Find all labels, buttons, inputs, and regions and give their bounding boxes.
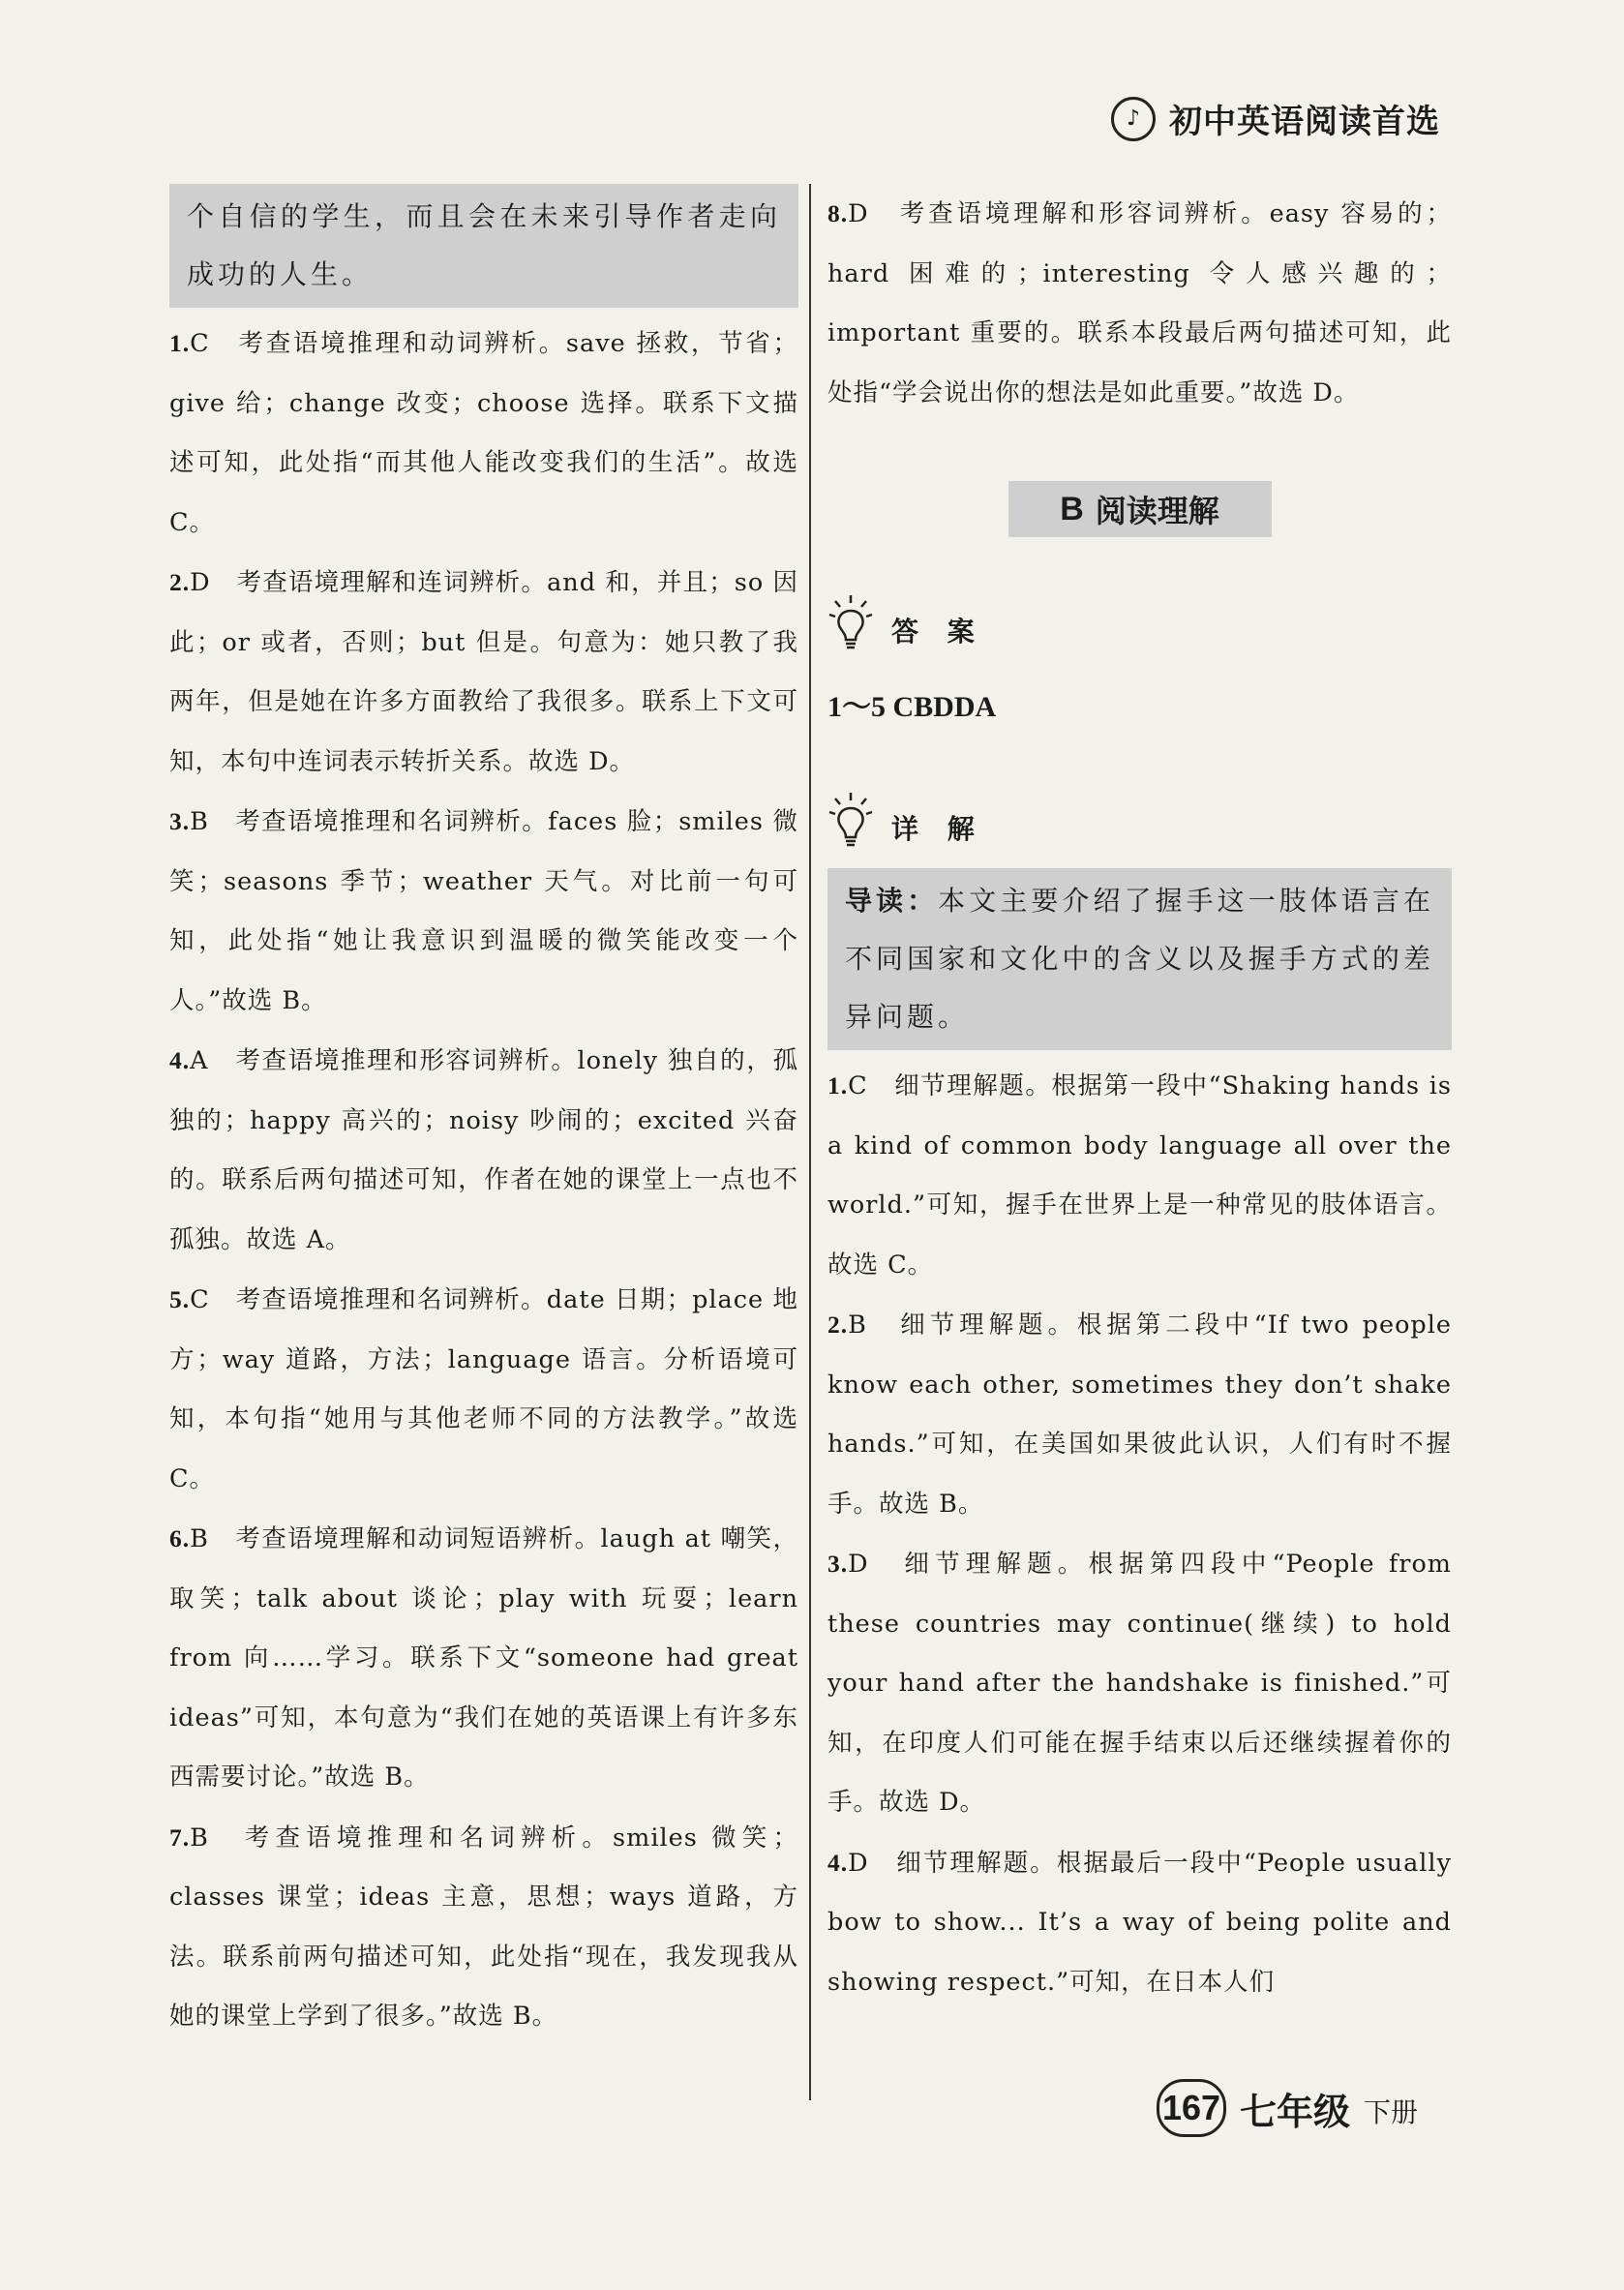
- section-letter: B: [1060, 490, 1084, 527]
- item-number: 1.: [827, 1071, 849, 1100]
- answer-item: [169, 792, 798, 1031]
- lightbulb-icon: [827, 591, 874, 653]
- item-text: D 考查语境理解和形容词辨析。easy 容易的；hard 困难的；interesting 令人感兴趣的；important 重要的。联系本段最后两句描述可知，此处指“学会说出你的想法是如此重要。”故选 D。: [827, 199, 1452, 407]
- right-column: [827, 184, 1452, 2012]
- answer-key: 1～5 CBDDA: [827, 691, 997, 723]
- item-number: 2.: [169, 568, 191, 596]
- item-text: C 细节理解题。根据第一段中“Shaking hands is a kind of common body language all over the world.”可知，握手在世界上是一种常见的肢体语言。故选 C。: [827, 1071, 1452, 1280]
- volume-label: 下册: [1364, 2096, 1419, 2128]
- item-text: B 考查语境推理和名词辨析。faces 脸；smiles 微笑；seasons 季节；weather 天气。对比前一句可知，此处指“她让我意识到温暖的微笑能改变一个人。”故选 B。: [169, 807, 798, 1015]
- item-text: B 细节理解题。根据第二段中“If two people know each other, sometimes they don’t shake hands.”可知，在美国如果彼此认识，人们有时不握手。故选 B。: [827, 1311, 1452, 1519]
- grade-label: 七年级: [1240, 2090, 1351, 2133]
- answer-item: [827, 1833, 1452, 2013]
- answer-item: [169, 1270, 798, 1509]
- item-number: 2.: [827, 1311, 849, 1339]
- answer-item: [169, 1509, 798, 1808]
- section-title: 阅读理解: [1095, 493, 1219, 529]
- lightbulb-icon: [827, 789, 874, 851]
- item-text: D 细节理解题。根据最后一段中“People usually bow to show... It’s a way of being polite and showing respect.”可知，在日本人们: [827, 1848, 1452, 1997]
- page-number: 167: [1157, 2079, 1226, 2137]
- column-divider: [809, 184, 811, 2100]
- detail-label-row: [827, 773, 1452, 851]
- item-text: B 考查语境推理和名词辨析。smiles 微笑；classes 课堂；ideas 主意，思想；ways 道路，方法。联系前两句描述可知，此处指“现在，我发现我从她的课堂上学到了很多。”故选 B。: [169, 1823, 798, 2031]
- item-number: 3.: [827, 1550, 849, 1578]
- item-number: 1.: [169, 329, 191, 357]
- item-text: C 考查语境推理和名词辨析。date 日期；place 地方；way 道路，方法；language 语言。分析语境可知，本句指“她用与其他老师不同的方法教学。”故选 C。: [169, 1285, 798, 1493]
- item-number: 5.: [169, 1285, 191, 1313]
- guide-label: 导读：: [845, 885, 939, 917]
- item-text: C 考查语境推理和动词辨析。save 拯救，节省；give 给；change 改变；choose 选择。联系下文描述可知，此处指“而其他人能改变我们的生活”。故选 C。: [169, 329, 798, 537]
- intro-box: 个自信的学生，而且会在未来引导作者走向成功的人生。: [169, 184, 798, 308]
- detail-label: 详 解: [891, 813, 984, 845]
- answer-label-row: [827, 576, 1452, 653]
- answer-item: [827, 1056, 1452, 1295]
- item-number: 6.: [169, 1524, 191, 1552]
- answer-item: [169, 553, 798, 792]
- answer-item: [169, 314, 798, 553]
- item-number: 8.: [827, 199, 849, 227]
- guide-box: [827, 868, 1452, 1050]
- item-number: 4.: [827, 1848, 849, 1877]
- answer-item: [169, 1031, 798, 1270]
- item-text: A 考查语境推理和形容词辨析。lonely 独自的，孤独的；happy 高兴的；noisy 吵闹的；excited 兴奋的。联系后两句描述可知，作者在她的课堂上一点也不孤独。故选 A。: [169, 1046, 798, 1254]
- page-header: [1111, 95, 1440, 142]
- item-number: 4.: [169, 1046, 191, 1074]
- answer-item: [169, 1808, 798, 2047]
- book-title: 初中英语阅读首选: [1169, 103, 1440, 141]
- music-note-icon: ♪: [1111, 97, 1156, 141]
- left-column: [169, 184, 798, 2047]
- section-heading: [1008, 481, 1272, 537]
- item-number: 3.: [169, 807, 191, 835]
- item-text: D 细节理解题。根据第四段中“People from these countries may continue(继续) to hold your hand after the handshake is finished.”可知，在印度人们可能在握手结束以后还继续握着你的手。故选 D。: [827, 1550, 1452, 1817]
- answer-item: [827, 1534, 1452, 1833]
- item-text: D 考查语境理解和连词辨析。and 和，并且；so 因此；or 或者，否则；but 但是。句意为：她只教了我两年，但是她在许多方面教给了我很多。联系上下文可知，本句中连词表示转折关系。故选 D。: [169, 568, 798, 776]
- page-footer: [1157, 2079, 1418, 2137]
- item-number: 7.: [169, 1823, 191, 1852]
- answer-label: 答 案: [891, 616, 984, 648]
- answer-item: [827, 1295, 1452, 1534]
- item-text: B 考查语境理解和动词短语辨析。laugh at 嘲笑，取笑；talk about 谈论；play with 玩耍；learn from 向……学习。联系下文“someone had great ideas”可知，本句意为“我们在她的英语课上有许多东西需要讨论。”故选 B。: [169, 1524, 798, 1792]
- answer-item: [827, 184, 1452, 423]
- guide-text: 本文主要介绍了握手这一肢体语言在不同国家和文化中的含义以及握手方式的差异问题。: [845, 885, 1434, 1033]
